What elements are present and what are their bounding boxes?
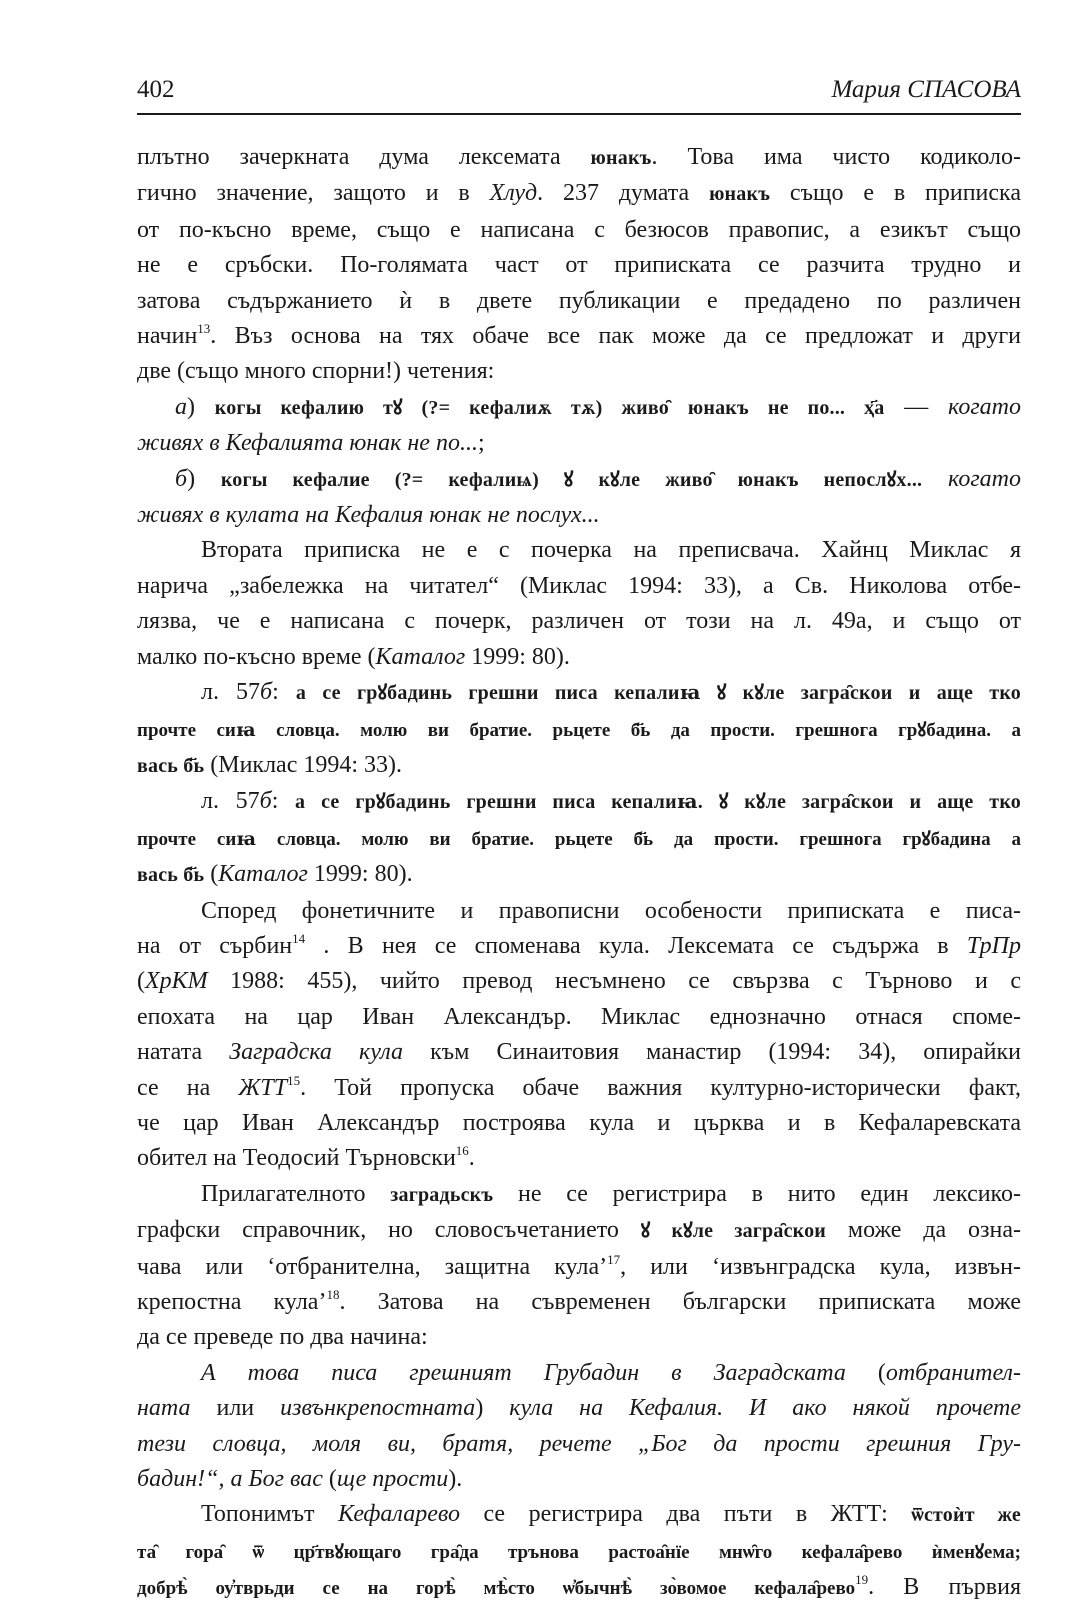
text-line: не е сръбски. По-голямата част от приписката се разчита трудно и xyxy=(137,252,1021,279)
text-line: на от сърбин$^{14}$ . В нея се споменава кула. Лексемата се съдържа в ТрПр xyxy=(137,930,1021,959)
translation-line: бадин!“, а Бог вас (ще прости). xyxy=(137,1466,463,1493)
translation-line: тези словца, моля ви, братя, речете „Бог да прости грешния Гру- xyxy=(137,1430,1021,1457)
quote-1-line: прочте сиꙗ словца. молю ви братие. рьцете б҃ь да прости. грешнога грꙋбадина. а xyxy=(137,719,1021,741)
text-line: Топонимът Кефаларево се регистрира два пъти в ЖТТ: ѿстоѝт же xyxy=(201,1501,1021,1528)
text-line: обител на Теодосий Търновски$^{16}$. xyxy=(137,1143,475,1172)
text-line: начин$^{13}$. Въз основа на тях обаче все пак може да се предложат и други xyxy=(137,321,1021,350)
text-line: графски справочник, но словосъчетанието ꙋ кꙋле загра̑скои може да озна- xyxy=(137,1217,1021,1244)
page-number: 402 xyxy=(137,76,175,103)
body-text xyxy=(137,140,1021,1607)
text-line: от по-късно време, също е написана с безюсов правопис, а езикът също xyxy=(137,216,1021,243)
text-line: добрѣ̀ оу҆тврьди се на горѣ̀ мѣ̀сто ѡ҆бычнѣ̀ зо̀вомое кефала̑рево$^{19}$. В първия xyxy=(137,1572,1021,1601)
text-line: че цар Иван Александър построява кула и църква и в Кефаларевската xyxy=(137,1109,1021,1136)
translation-line: А това писа грешният Грубадин в Заградската (отбранител- xyxy=(201,1359,1021,1386)
header-rule xyxy=(137,113,1021,115)
text-line: крепостна кула’$^{18}$. Затова на съвременен български приписката може xyxy=(137,1287,1021,1315)
text-line: Прилагателното заградьскъ не се регистрира в нито един лексико- xyxy=(201,1180,1021,1207)
text-line: Втората приписка не е с почерка на преписвача. Хайнц Миклас я xyxy=(201,537,1021,564)
text-line: та̑ гора̑ ѿ цр҃твꙋющаго гра̑да трънова растоа̑нїе мнѡ̑го кефала̑рево ѝменꙋема; xyxy=(137,1541,1021,1563)
text-line: плътно зачеркната дума лексемата юнакъ. Това има чисто кодиколо- xyxy=(137,144,1021,170)
page-header xyxy=(137,76,1021,112)
translation-line: ната или извънкрепостната) кула на Кефалия. И ако някой прочете xyxy=(137,1395,1021,1422)
text-line: (ХрКМ 1988: 455), чийто превод несъмнено се свързва с Търново и с xyxy=(137,968,1021,995)
text-line: затова съдържанието ѝ в двете публикации е предадено по различен xyxy=(137,287,1021,314)
reading-b-translation: живях в кулата на Кефалия юнак не послух... xyxy=(137,502,600,529)
quote-2-line: прочте сиꙗ словца. молю ви братие. рьцете б҃ь да прости. грешнога грꙋбадина а xyxy=(137,828,1021,850)
quote-1-line: вась б҃ь (Миклас 1994: 33). xyxy=(137,751,403,778)
text-line: натата Заградска кула към Синаитовия манастир (1994: 34), опирайки xyxy=(137,1039,1021,1066)
text-line: две (също много спорни!) четения: xyxy=(137,358,495,385)
text-line: малко по-късно време (Каталог 1999: 80). xyxy=(137,643,570,670)
text-line: нарича „забележка на читател“ (Миклас 1994: 33), а Св. Николова отбе- xyxy=(137,572,1021,599)
quote-1-line: л. 57б: а се грꙋбадинь грешни писа кепалиꙗ ꙋ кꙋле загра̑скои и аще тко xyxy=(201,679,1021,706)
text-line: лязва, че е написана с почерк, различен от този на л. 49а, и също от xyxy=(137,608,1021,635)
text-line: епохата на цар Иван Александър. Миклас еднозначно отнася споме- xyxy=(137,1003,1021,1030)
text-line: да се преведе по два начина: xyxy=(137,1324,428,1351)
running-head-author: Мария СПАСОВА xyxy=(831,76,1021,103)
text-line: Според фонетичните и правописни особености приписката е писа- xyxy=(201,897,1021,924)
text-line: гично значение, защото и в Хлуд. 237 думата юнакъ също е в приписка xyxy=(137,180,1021,207)
reading-a: а) когы кефалию тꙋ (?= кефалиѫ тѫ) живо̑ юнакъ не по... ҳ҃а — когато xyxy=(175,393,1022,420)
reading-a-translation: живях в Кефалията юнак не по...; xyxy=(137,430,485,457)
quote-2-line: л. 57б: а се грꙋбадинь грешни писа кепалиꙗ. ꙋ кꙋле загра̑скои и аще тко xyxy=(201,788,1021,815)
reading-b: б) когы кефалие (?= кефалиѩ) ꙋ кꙋле живо̑ юнакъ непослꙋх... когато xyxy=(175,465,1022,492)
text-line: се на ЖТТ$^{15}$. Той пропуска обаче важния културно-исторически факт, xyxy=(137,1072,1022,1101)
text-line: чава или ‘отбранителна, защитна кула’$^{17}$, или ‘извънградска кула, извън- xyxy=(137,1251,1021,1280)
quote-2-line: вась б҃ь (Каталог 1999: 80). xyxy=(137,861,413,888)
